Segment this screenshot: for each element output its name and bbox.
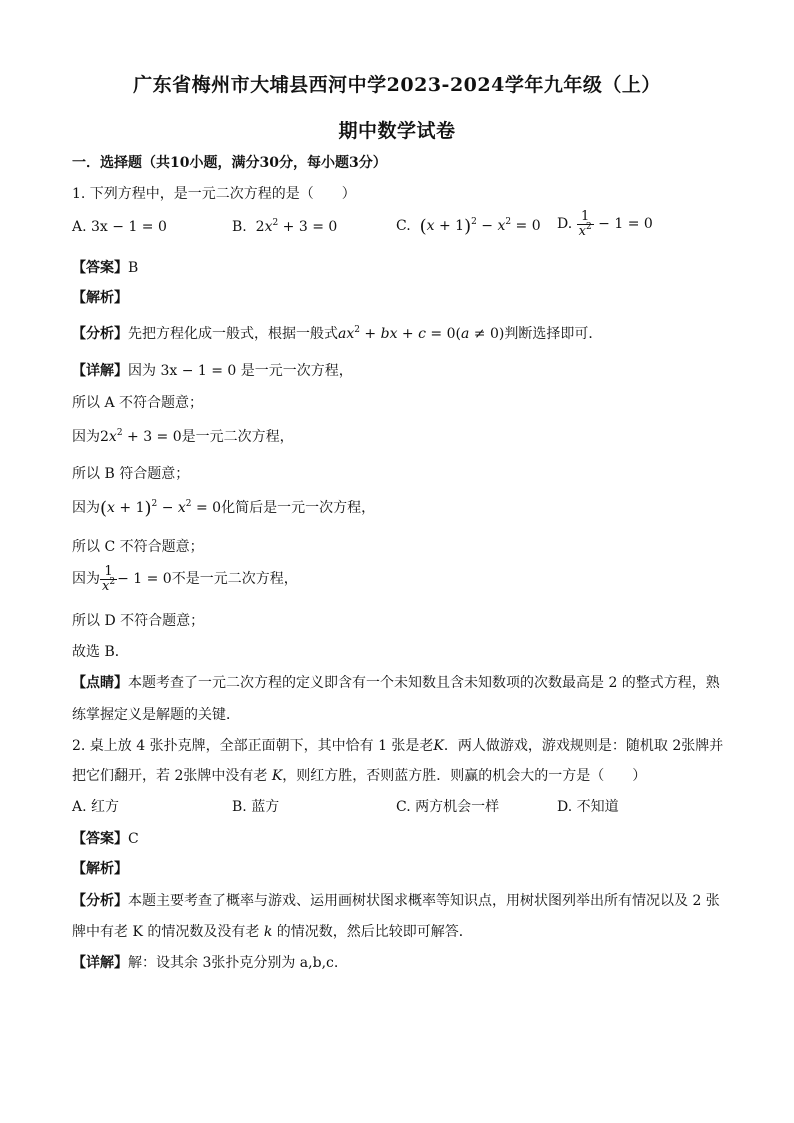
question-1-choose: 故选 B． [72, 644, 129, 660]
question-1-stem: 1. 下列方程中，是一元二次方程的是（ ） [72, 186, 356, 202]
question-1-detail-2: 因为$2x^2 + 3 = 0$是一元二次方程， [72, 428, 294, 445]
question-1-detail-1: 【详解】因为 3x − 1 = 0 是一元一次方程， [72, 363, 353, 379]
question-1-option-b: B. $2x^2 + 3 = 0$ [232, 218, 338, 235]
question-2-detail: 【详解】解：设其余 3张扑克分别为 a,b,c. [72, 955, 339, 971]
question-2-option-b: B. 蓝方 [232, 799, 280, 815]
question-1-comment-cont: 练掌握定义是解题的关键． [72, 707, 240, 723]
question-2-answer: 【答案】C [72, 831, 139, 847]
question-1-is-b: 所以 B 符合题意； [72, 466, 190, 482]
question-1-not-c: 所以 C 不符合题意； [72, 539, 204, 555]
question-1-answer: 【答案】B [72, 260, 139, 276]
question-2-option-d: D. 不知道 [557, 799, 619, 815]
question-1-fenxi: 【分析】先把方程化成一般式，根据一般式$ax^2$ + bx + c = 0(a ≠ 0)判断选择即可． [72, 325, 603, 342]
question-2-fenxi: 【分析】本题主要考查了概率与游戏、运用画树状图求概率等知识点，用树状图列举出所有情况以及 2 张 [72, 893, 720, 909]
question-2-stem-1: 2. 桌上放 4 张扑克牌，全部正面朝下，其中恰有 1 张是老K．两人做游戏，游戏规则是：随机取 2张牌并 [72, 738, 724, 754]
question-2-stem-2: 把它们翻开，若 2张牌中没有老 K，则红方胜，否则蓝方胜．则赢的机会大的一方是（ ） [72, 768, 647, 784]
question-1-option-a: A. 3x − 1 = 0 [72, 219, 167, 235]
question-2-option-c: C. 两方机会一样 [396, 799, 500, 815]
question-2-fenxi-cont: 牌中有老 K 的情况数及没有老 k 的情况数，然后比较即可解答． [72, 924, 473, 940]
question-1-analysis-tag: 【解析】 [72, 290, 128, 306]
question-1-comment: 【点睛】本题考查了一元二次方程的定义即含有一个未知数且含未知数项的次数最高是 2 的整式方程，熟 [72, 675, 720, 691]
document-title: 广东省梅州市大埔县西河中学2023-2024学年九年级（上） [133, 74, 661, 96]
question-1-not-a: 所以 A 不符合题意； [72, 395, 204, 411]
question-2-analysis-tag: 【解析】 [72, 861, 128, 877]
question-1-option-d: D. $\frac{1}{x^2}$ − 1 = 0 [557, 209, 653, 239]
question-1-option-c: C. $(x + 1)^2 - x^2 = 0$ [396, 216, 541, 237]
question-1-detail-3: 因为$(x + 1)^2 - x^2 = 0$化简后是一元一次方程， [72, 498, 376, 519]
question-1-not-d: 所以 D 不符合题意； [72, 613, 205, 629]
question-2-option-a: A. 红方 [72, 799, 120, 815]
section-heading: 一．选择题（共10小题，满分30分，每小题3分） [72, 155, 387, 171]
document-subtitle: 期中数学试卷 [338, 120, 456, 142]
question-1-detail-4: 因为 $\frac{1}{x^2}$ − 1 = 0不是一元二次方程， [72, 564, 298, 594]
